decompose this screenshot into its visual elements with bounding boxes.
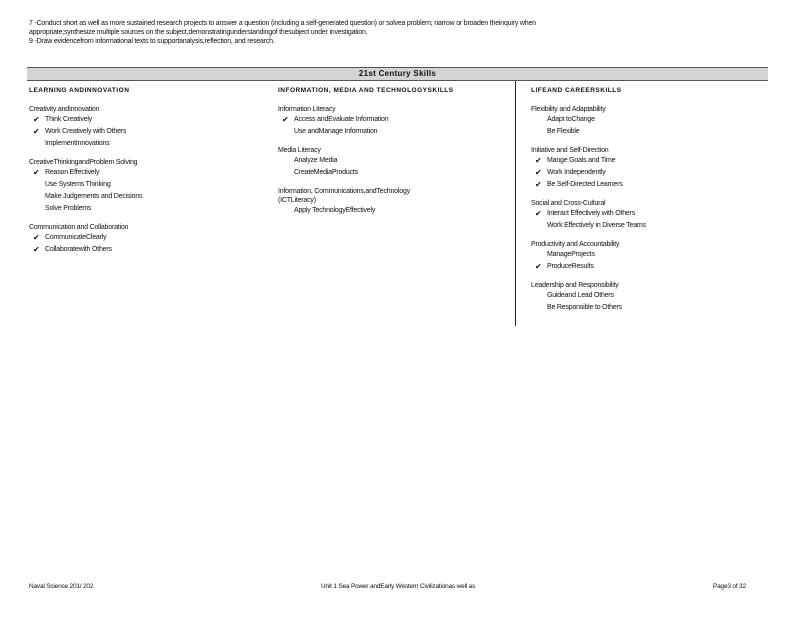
skill-group-title: Creativity andInnovation bbox=[29, 106, 100, 113]
check-icon: ✔ bbox=[535, 156, 542, 165]
skill-item-label: Work Creatively with Others bbox=[45, 128, 127, 135]
skill-item-label: Guideand Lead Others bbox=[547, 292, 614, 299]
skill-item bbox=[29, 126, 274, 138]
skill-item-label: Work Independently bbox=[547, 169, 606, 176]
column-life bbox=[516, 81, 768, 326]
skill-item-label: Work Effectively in Diverse Teams bbox=[547, 222, 646, 229]
check-icon: ✔ bbox=[535, 180, 542, 189]
skill-item-label: Analyze Media bbox=[294, 157, 338, 164]
check-icon: ✔ bbox=[33, 115, 40, 124]
check-icon: ✔ bbox=[535, 168, 542, 177]
check-icon: ✔ bbox=[33, 127, 40, 136]
skill-group bbox=[29, 158, 274, 215]
skill-group bbox=[278, 187, 513, 217]
skill-item-label: Be Self-Directed Learners bbox=[547, 181, 623, 188]
skill-item bbox=[29, 232, 274, 244]
skill-item bbox=[29, 167, 274, 179]
skill-group-title: Social and Cross-Cultural bbox=[531, 200, 606, 207]
skill-item bbox=[29, 138, 274, 150]
skill-item bbox=[531, 261, 766, 273]
check-icon: ✔ bbox=[33, 168, 40, 177]
skill-item bbox=[531, 208, 766, 220]
skill-item bbox=[278, 126, 513, 138]
skill-group-title: Initiative and Self-Direction bbox=[531, 147, 609, 154]
footer-course: Naval Science 201/ 202 bbox=[29, 583, 94, 590]
skill-item-label: Think Creatively bbox=[45, 116, 92, 123]
skill-group-title: Communication and Collaboration bbox=[29, 224, 129, 231]
skill-item-label: Interact Effectively with Others bbox=[547, 210, 636, 217]
skill-item-label: CommunicateClearly bbox=[45, 234, 107, 241]
footer-page-number: Page3 of 32 bbox=[713, 583, 746, 590]
skill-item-label: Mange Goals and Time bbox=[547, 157, 616, 164]
column-learning bbox=[27, 81, 276, 326]
skill-group-title: CreativeThinkingandProblem Solving bbox=[29, 159, 138, 166]
skill-item bbox=[278, 155, 513, 167]
skill-group bbox=[29, 223, 274, 256]
standard-line: 9 -Draw evidencefrom informational texts to supportanalysis,reflection, and research. bbox=[29, 38, 275, 45]
skill-item-label: Reason Effectively bbox=[45, 169, 100, 176]
column-heading: INFORMATION, MEDIA AND TECHNOLOGYSKILLS bbox=[278, 87, 454, 94]
skill-item-label: Solve Problems bbox=[45, 205, 92, 212]
skill-item bbox=[531, 179, 766, 191]
skill-item bbox=[29, 244, 274, 256]
table-title: 21st Century Skills bbox=[27, 67, 768, 81]
skill-item bbox=[29, 203, 274, 215]
skill-item bbox=[29, 191, 274, 203]
skill-item bbox=[29, 114, 274, 126]
skill-item bbox=[531, 126, 766, 138]
skill-item bbox=[531, 302, 766, 314]
skill-item bbox=[29, 179, 274, 191]
skill-item-label: Adapt toChange bbox=[547, 116, 595, 123]
skill-group bbox=[531, 146, 766, 191]
footer-unit: Unit 1 Sea Power andEarly Western Civilizationas well as bbox=[321, 583, 476, 590]
check-icon: ✔ bbox=[33, 245, 40, 254]
skill-item-label: Use Systems Thinking bbox=[45, 181, 111, 188]
check-icon: ✔ bbox=[535, 209, 542, 218]
check-icon: ✔ bbox=[33, 233, 40, 242]
skill-item-label: Be Responsible to Others bbox=[547, 304, 622, 311]
column-heading: LIFEAND CAREERSKILLS bbox=[531, 87, 622, 94]
intro-standards bbox=[29, 19, 769, 46]
skill-group bbox=[278, 146, 513, 179]
skill-item bbox=[531, 114, 766, 126]
skill-item-label: ProduceResults bbox=[547, 263, 594, 270]
page-footer bbox=[29, 583, 770, 593]
skill-item bbox=[278, 114, 513, 126]
skill-item bbox=[531, 155, 766, 167]
skill-item-label: Be Flexible bbox=[547, 128, 580, 135]
skill-group-title: Leadership and Responsibility bbox=[531, 282, 619, 289]
skill-item-label: CreateMediaProducts bbox=[294, 169, 358, 176]
skill-group-title: Flexibility and Adaptability bbox=[531, 106, 606, 113]
standard-line: appropriate;synthesize multiple sources on the subject,demonstratingunderstandingof thesubject under investigation. bbox=[29, 29, 368, 36]
column-heading: LEARNING ANDINNOVATION bbox=[29, 87, 130, 94]
skills-columns bbox=[27, 81, 768, 326]
skill-group bbox=[531, 105, 766, 138]
skill-group bbox=[531, 281, 766, 314]
skill-group bbox=[531, 199, 766, 232]
skill-group-title: Media Literacy bbox=[278, 147, 321, 154]
skill-group-title: Information, Communications,andTechnology (ICTLiteracy) bbox=[278, 188, 410, 204]
skill-group bbox=[29, 105, 274, 150]
skill-item-label: ImplementInnovations bbox=[45, 140, 110, 147]
column-information bbox=[276, 81, 516, 326]
skill-item bbox=[531, 167, 766, 179]
skill-item bbox=[531, 249, 766, 261]
standard-line: 7 -Conduct short as well as more sustained research projects to answer a question (including a self-generated question) or solvea problem; narrow or broaden theinquiry when bbox=[29, 20, 536, 27]
skill-group bbox=[278, 105, 513, 138]
skills-table bbox=[27, 67, 768, 326]
skill-item-label: Access andEvaluate Information bbox=[294, 116, 389, 123]
skill-group-title: Productivity and Accountability bbox=[531, 241, 620, 248]
skill-item-label: Use andManage Information bbox=[294, 128, 378, 135]
skill-item bbox=[531, 220, 766, 232]
skill-item-label: Collaboratewith Others bbox=[45, 246, 112, 253]
skill-item bbox=[278, 167, 513, 179]
skill-item-label: Make Judgements and Decisions bbox=[45, 193, 143, 200]
skill-item bbox=[278, 205, 513, 217]
skill-item-label: ManageProjects bbox=[547, 251, 595, 258]
skill-group-title: Information Literacy bbox=[278, 106, 336, 113]
skill-group bbox=[531, 240, 766, 273]
check-icon: ✔ bbox=[282, 115, 289, 124]
skill-item bbox=[531, 290, 766, 302]
check-icon: ✔ bbox=[535, 262, 542, 271]
skill-item-label: Apply TechnologyEffectively bbox=[294, 207, 376, 214]
